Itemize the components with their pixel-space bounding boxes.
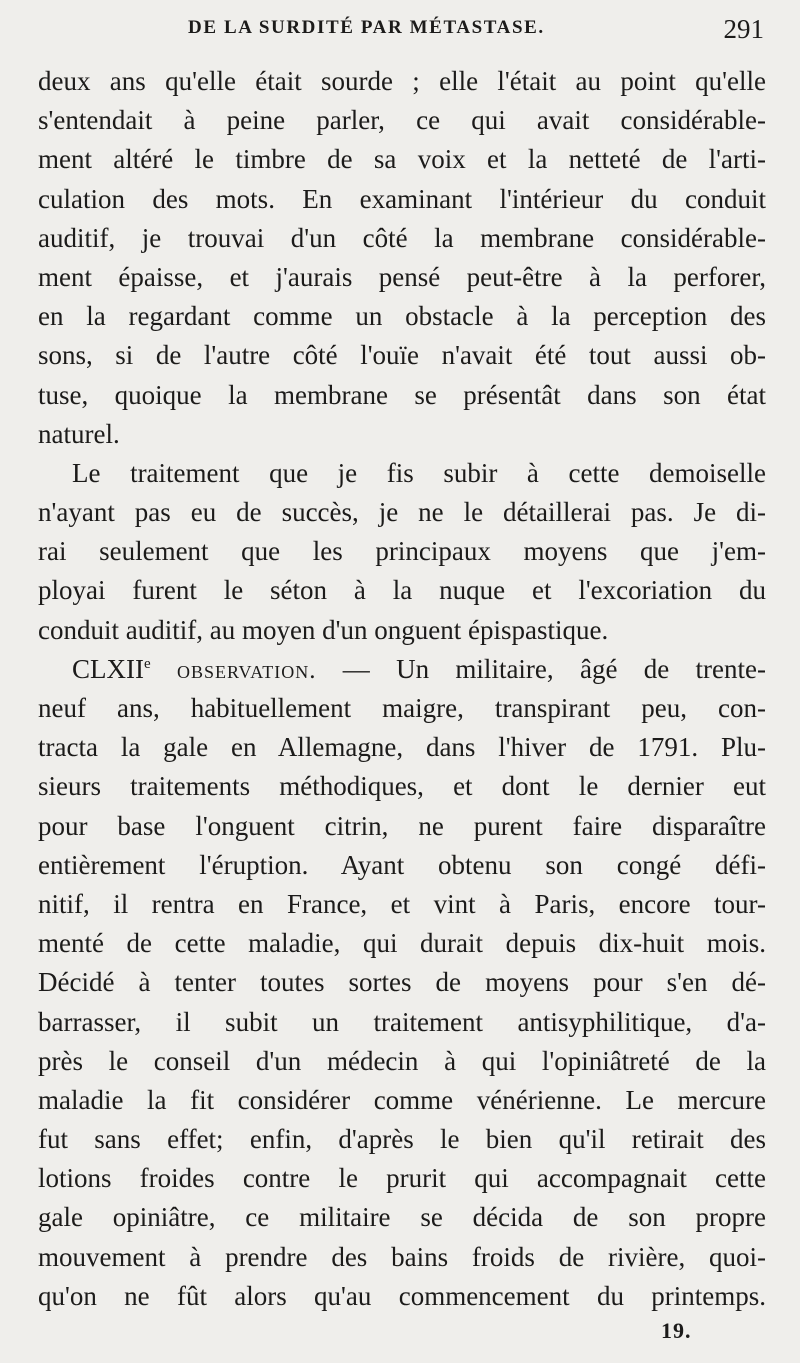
body-text bbox=[38, 62, 766, 1316]
text-line: menté de cette maladie, qui durait depuis dix-huit mois. bbox=[38, 928, 766, 959]
text-line: auditif, je trouvai d'un côté la membrane considérable- bbox=[38, 222, 766, 253]
observation-heading-line bbox=[38, 650, 766, 689]
observation-text: — Un militaire, âgé de trente- bbox=[316, 653, 767, 684]
text-line: conduit auditif, au moyen d'un onguent épispastique. bbox=[38, 614, 609, 645]
text-line: Le traitement que je fis subir à cette demoiselle bbox=[72, 457, 766, 488]
text-line: n'ayant pas eu de succès, je ne le détaillerai pas. Je di- bbox=[38, 497, 766, 528]
paragraph-1 bbox=[38, 62, 766, 454]
text-line: qu'on ne fût alors qu'au commencement du printemps. bbox=[38, 1280, 766, 1311]
text-line: culation des mots. En examinant l'intérieur du conduit bbox=[38, 183, 766, 214]
text-line: pour base l'onguent citrin, ne purent faire disparaître bbox=[38, 810, 766, 841]
running-title: DE LA SURDITÉ PAR MÉTASTASE. bbox=[188, 17, 545, 38]
text-line: barrasser, il subit un traitement antisyphilitique, d'a- bbox=[38, 1006, 766, 1037]
observation-label: observation. bbox=[176, 656, 317, 684]
text-line: tuse, quoique la membrane se présentât dans son état bbox=[38, 379, 766, 410]
text-line: en la regardant comme un obstacle à la perception des bbox=[38, 301, 766, 332]
paragraph-3 bbox=[38, 650, 766, 1316]
text-line: entièrement l'éruption. Ayant obtenu son congé défi- bbox=[38, 849, 766, 880]
text-line: tracta la gale en Allemagne, dans l'hiver de 1791. Plu- bbox=[38, 732, 766, 763]
signature-mark: 19. bbox=[661, 1318, 692, 1343]
running-head bbox=[36, 14, 764, 48]
text-line: ment épaisse, et j'aurais pensé peut-être à la perforer, bbox=[38, 261, 766, 292]
text-line: naturel. bbox=[38, 418, 120, 449]
text-line: près le conseil d'un médecin à qui l'opiniâtreté de la bbox=[38, 1045, 766, 1076]
text-line: Décidé à tenter toutes sortes de moyens pour s'en dé- bbox=[38, 967, 766, 998]
text-line: gale opiniâtre, ce militaire se décida de son propre bbox=[38, 1202, 766, 1233]
text-line: fut sans effet; enfin, d'après le bien qu'il retirait des bbox=[38, 1124, 766, 1155]
paragraph-2 bbox=[38, 454, 766, 650]
text-line: rai seulement que les principaux moyens que j'em- bbox=[38, 536, 766, 567]
text-line: deux ans qu'elle était sourde ; elle l'était au point qu'elle bbox=[38, 66, 766, 96]
page-number: 291 bbox=[723, 14, 764, 44]
text-line: ment altéré le timbre de sa voix et la netteté de l'arti- bbox=[38, 144, 766, 175]
text-line: sons, si de l'autre côté l'ouïe n'avait été tout aussi ob- bbox=[38, 340, 766, 371]
text-line: ployai furent le séton à la nuque et l'excoriation du bbox=[38, 575, 766, 606]
text-line: lotions froides contre le prurit qui accompagnait cette bbox=[38, 1163, 766, 1194]
text-line: maladie la fit considérer comme vénérienne. Le mercure bbox=[38, 1084, 766, 1115]
text-line: sieurs traitements méthodiques, et dont le dernier eut bbox=[38, 771, 766, 802]
text-line: s'entendait à peine parler, ce qui avait considérable- bbox=[38, 105, 766, 136]
text-line: nitif, il rentra en France, et vint à Paris, encore tour- bbox=[38, 888, 766, 919]
text-line: mouvement à prendre des bains froids de rivière, quoi- bbox=[38, 1241, 766, 1272]
observation-numeral: CLXII bbox=[72, 653, 144, 684]
text-line: neuf ans, habituellement maigre, transpirant peu, con- bbox=[38, 693, 766, 723]
observation-superscript: e bbox=[143, 655, 151, 672]
